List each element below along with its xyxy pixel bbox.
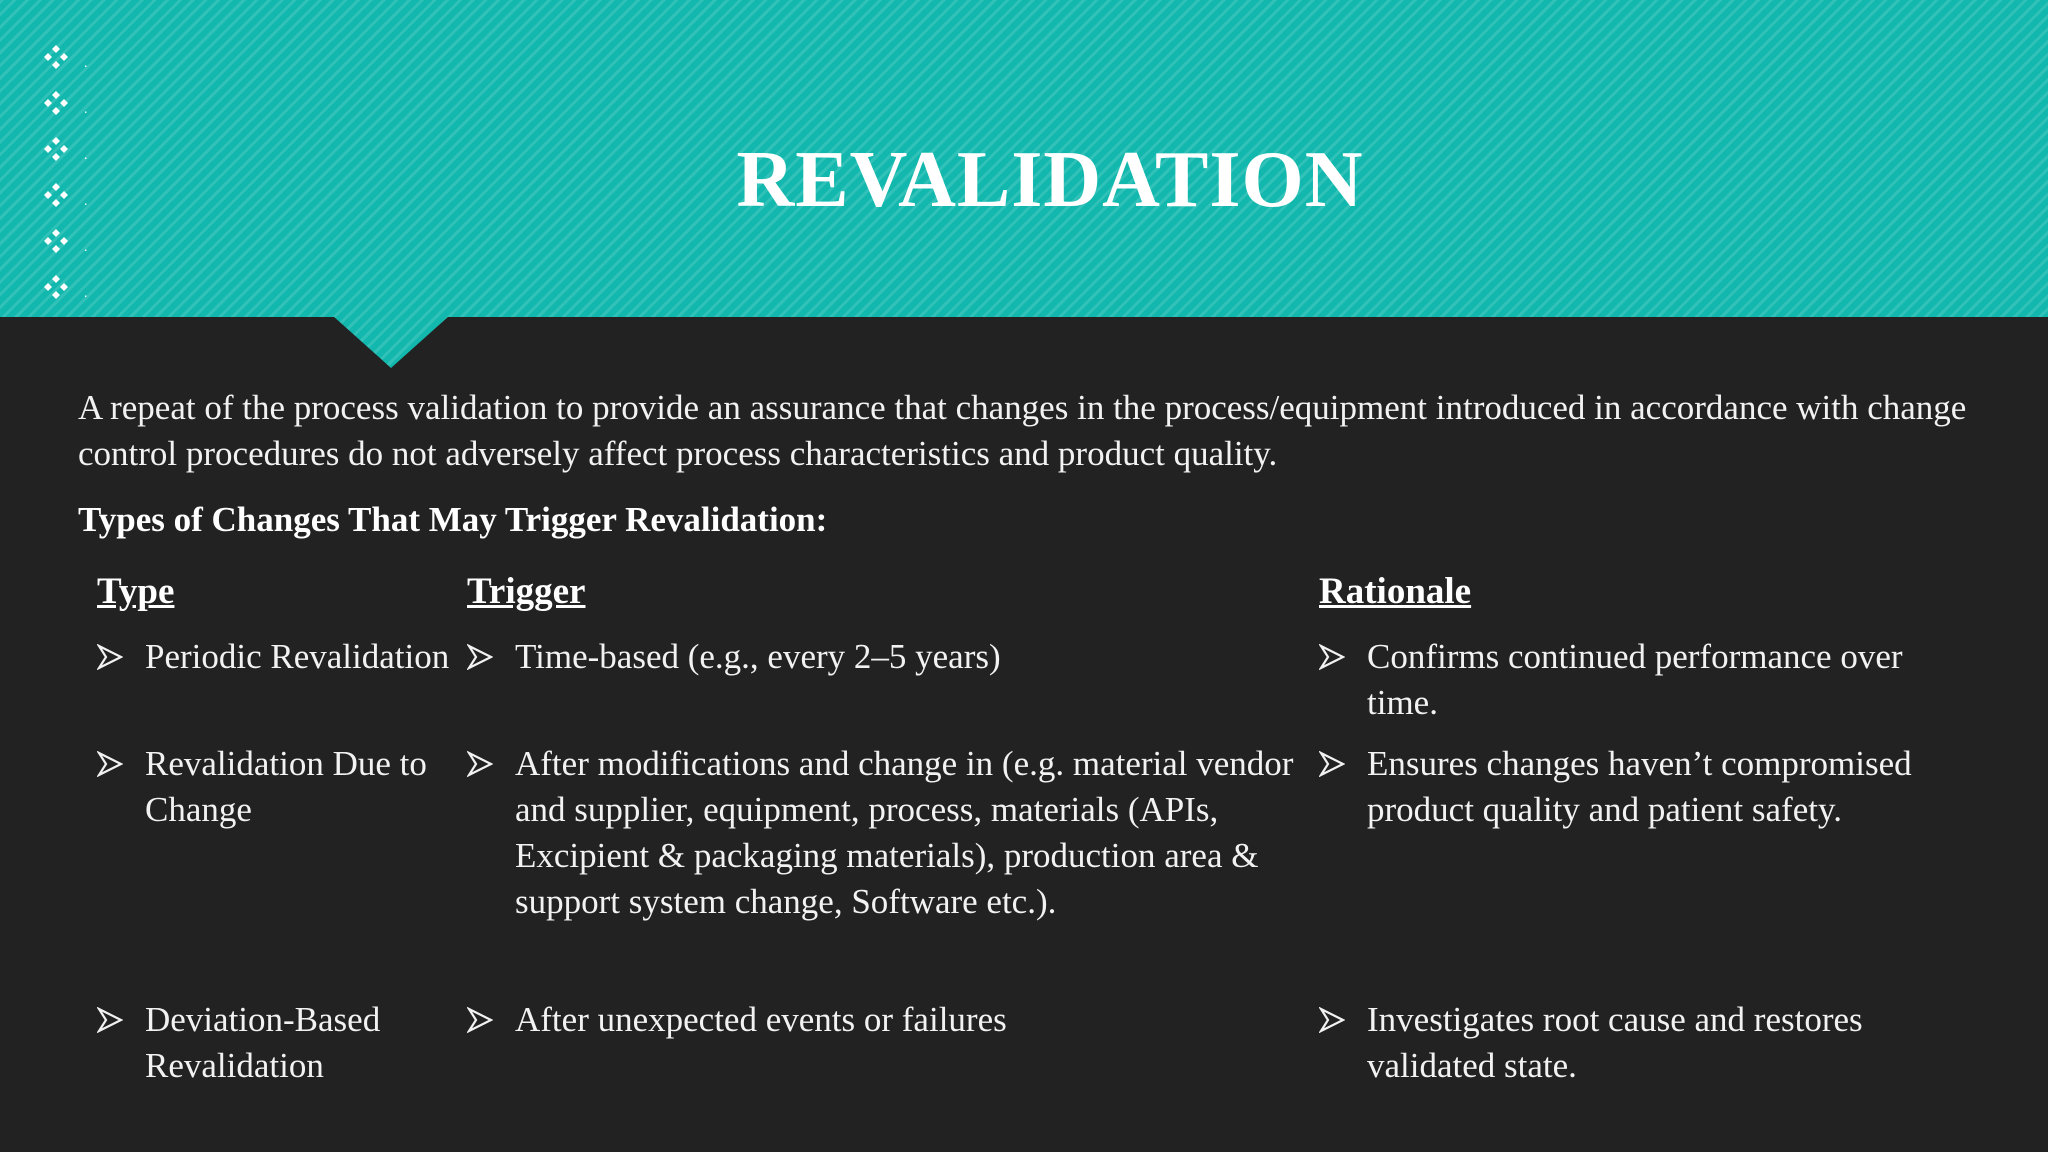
intro-paragraph: A repeat of the process validation to provide an assurance that changes in the process/equipment introduced in accordance with change control procedures do not adversely affect process characteristics and product quality.: [78, 388, 1967, 473]
column-header-rationale: Rationale: [1319, 571, 1472, 612]
cell-text: After unexpected events or failures: [515, 1000, 1007, 1039]
cell-text: Ensures changes haven’t compromised product quality and patient safety.: [1367, 744, 1912, 829]
column-header-type: Type: [97, 571, 175, 612]
arrowhead-icon: [1319, 644, 1345, 670]
table-cell-rationale: [1319, 997, 1987, 1089]
cell-text: Periodic Revalidation: [145, 637, 450, 676]
table-cell-trigger: [467, 997, 1335, 1043]
four-diamond-icon: [42, 273, 70, 301]
decorative-bullet: [42, 264, 112, 310]
arrowhead-icon: [467, 644, 493, 670]
slide-title: REVALIDATION: [736, 136, 1364, 224]
table-cell-rationale: [1319, 741, 1967, 833]
cell-text: Revalidation Due to Change: [145, 744, 427, 829]
table-cell-type: [97, 997, 475, 1089]
table-subheading: Types of Changes That May Trigger Revalidation:: [78, 500, 828, 539]
bullet-dot: .: [84, 286, 88, 301]
arrowhead-icon: [1319, 751, 1345, 777]
decorative-bullet: [42, 34, 112, 80]
table-cell-rationale: [1319, 634, 1967, 726]
arrowhead-icon: [97, 1007, 123, 1033]
arrowhead-icon: [467, 1007, 493, 1033]
bullet-dot: .: [84, 194, 88, 209]
cell-text: Time-based (e.g., every 2–5 years): [515, 637, 1001, 676]
bullet-dot: .: [84, 148, 88, 163]
bullet-dot: .: [84, 102, 88, 117]
cell-text: Confirms continued performance over time.: [1367, 637, 1903, 722]
column-header-trigger: Trigger: [467, 571, 586, 612]
table-cell-type: [97, 741, 475, 833]
cell-text: After modifications and change in (e.g. material vendor and supplier, equipment, process, materials (APIs, Excipient & packaging materials), production area & support system change, Software etc.).: [515, 744, 1294, 921]
cell-text: Deviation-Based Revalidation: [145, 1000, 381, 1085]
cell-text: Investigates root cause and restores validated state.: [1367, 1000, 1863, 1085]
arrowhead-icon: [97, 644, 123, 670]
bullet-dot: .: [84, 56, 88, 71]
table-cell-trigger: [467, 634, 1335, 680]
four-diamond-icon: [42, 227, 70, 255]
four-diamond-icon: [42, 89, 70, 117]
arrowhead-icon: [97, 751, 123, 777]
arrowhead-icon: [1319, 1007, 1345, 1033]
arrowhead-icon: [467, 751, 493, 777]
four-diamond-icon: [42, 43, 70, 71]
decorative-bullet: [42, 80, 112, 126]
table-cell-trigger: [467, 741, 1315, 925]
bullet-dot: .: [84, 240, 88, 255]
table-cell-type: [97, 634, 475, 680]
